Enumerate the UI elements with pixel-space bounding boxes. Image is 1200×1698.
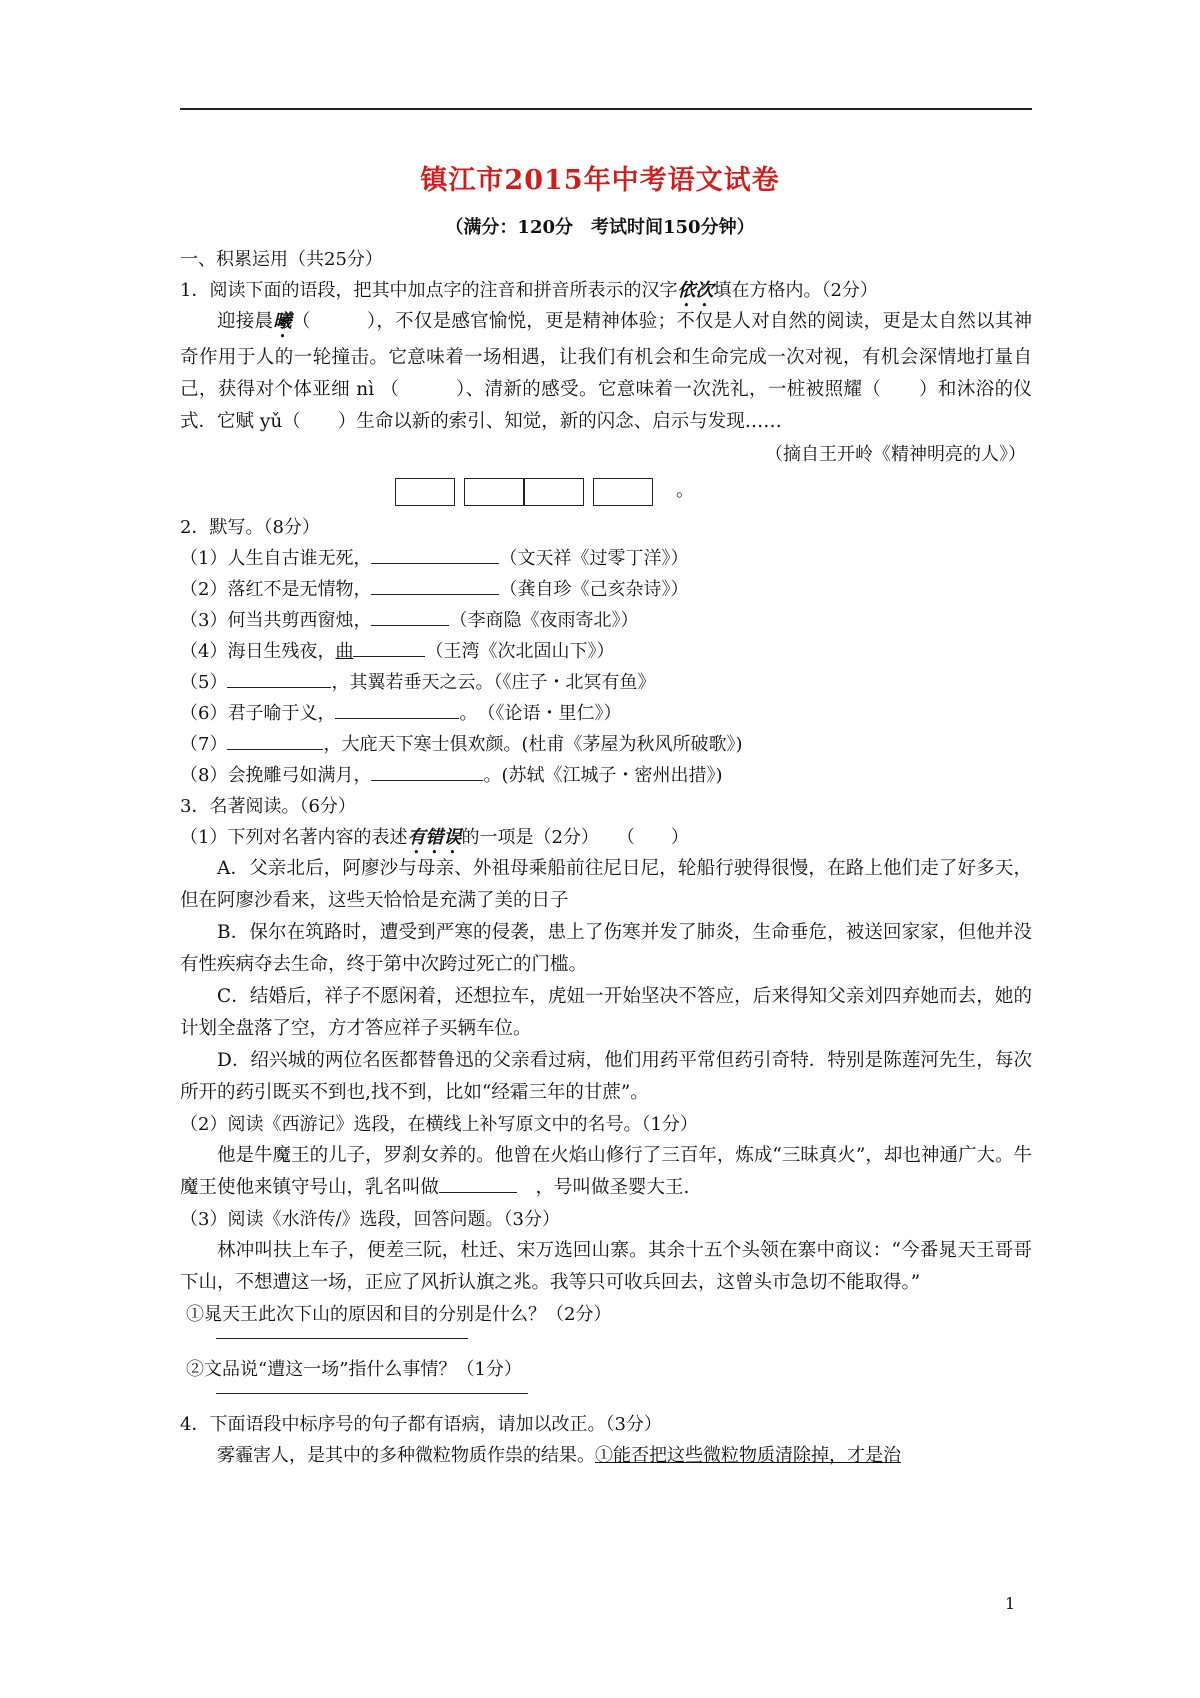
q3-sub2-tail: ，号叫做圣婴大王. (517, 1177, 690, 1198)
q1-passage (180, 306, 1032, 438)
item-source: （李商隐《夜雨寄北》） (449, 610, 639, 631)
question-4-heading: 4．下面语段中标序号的句子都有语病，请加以改正。（3分） (180, 1414, 662, 1435)
answer-box-3[interactable] (524, 478, 584, 506)
q3-sub1 (180, 822, 1032, 853)
q1-stem-tail: 填在方格内。（2分） (713, 280, 878, 301)
fill-blank[interactable] (353, 638, 425, 657)
item-source: ，大庇天下寒士俱欢颜。(杜甫《茅屋为秋风所破歌》) (323, 734, 743, 755)
box-period: 。 (676, 480, 694, 501)
dictation-item-5 (180, 667, 1032, 698)
q3-sub1-tail: 的一项是（2分） （ ） (461, 827, 689, 848)
section-heading: 一、积累运用（共25分） (180, 249, 383, 270)
option-d: D．绍兴城的两位名医都替鲁迅的父亲看过病，他们用药平常但药引奇特．特别是陈莲河先生，每次所开的药引既买不到也,找不到，比如“经霜三年的甘蔗”。 (180, 1050, 1032, 1103)
q1-passage-c: 完成一次对视，有机会深情地打量自己，获得对个体亚细 nì （ ）、清新的感受。它意味着一次洗礼，一桩被照耀（ ）和沐浴的仪式．它赋 yǔ（ ）生命以新的索引、知觉，新的闪念、启示与发现…… (180, 347, 1032, 432)
item-text: （1）人生自古谁无死， (180, 548, 372, 569)
answer-line-1[interactable] (180, 1330, 1032, 1354)
question-1-stem (180, 275, 1032, 306)
item-hint: 曲 (335, 641, 354, 662)
q3-sub2-text: 他是牛魔王的儿子，罗刹女养的。他曾在火焰山修行了三百年，炼成“三昧真火”，却也神通广大。牛魔王使他来镇守号山，乳名叫做 (180, 1145, 1032, 1198)
fill-blank[interactable] (227, 731, 323, 750)
answer-line-2[interactable] (180, 1385, 1032, 1409)
dictation-item-2 (180, 574, 1032, 605)
dictation-item-1 (180, 543, 1032, 574)
q3-sub3-question-1: ①晁天王此次下山的原因和目的分别是什么？（2分） (186, 1304, 612, 1325)
q1-source: （摘自王开岭《精神明亮的人》） (765, 444, 1026, 465)
answer-box-1[interactable] (395, 478, 455, 506)
q3-sub3-question-2: ②文品说“遭这一场”指什么事情？（1分） (186, 1359, 522, 1380)
exam-body (180, 244, 1032, 1471)
question-3-heading: 3．名著阅读。（6分） (180, 796, 356, 817)
dictation-item-6 (180, 698, 1032, 729)
exam-subtitle: （满分：120分 考试时间150分钟） (445, 217, 755, 238)
q3-sub1-emphasis: 有错误 (407, 827, 462, 848)
fill-blank[interactable] (371, 545, 499, 564)
fill-blank[interactable] (371, 576, 499, 595)
q3-sub1-text: （1）下列对名著内容的表述 (180, 827, 408, 848)
item-text: （6）君子喻于义， (180, 703, 336, 724)
option-a: A．父亲北后，阿廖沙与母亲、外祖母乘船前往尼日尼，轮船行驶得很慢，在路上他们走了好多天，但在阿廖沙看来，这些天恰恰是充满了美的日子 (180, 858, 1032, 911)
option-b: B．保尔在筑路时，遭受到严寒的侵袭，患上了伤寒并发了肺炎，生命垂危，被送回家家，但他并没有性疾病夺去生命，终于第中次跨过死亡的门槛。 (180, 922, 1032, 975)
item-text: （3）何当共剪西窗烛， (180, 610, 372, 631)
option-c: C．结婚后，祥子不愿闲着，还想拉车，虎妞一开始坚决不答应，后来得知父亲刘四弃她而去，她的计划全盘落了空，方才答应祥子买辆车位。 (180, 986, 1032, 1039)
question-2-heading: 2．默写。（8分） (180, 517, 320, 538)
answer-boxes (180, 472, 1032, 512)
item-source: ，其翼若垂天之云。（《庄子・北冥有鱼》 (331, 672, 656, 693)
header-rule (180, 108, 1032, 110)
item-source: （王湾《次北固山下》） (425, 641, 615, 662)
fill-blank[interactable] (439, 1174, 517, 1193)
q4-passage (180, 1440, 1032, 1471)
q3-sub3-passage: 林冲叫扶上车子，便差三阮，杜迁、宋万选回山寨。其余十五个头领在寨中商议：“今番晁天王哥哥下山，不想遭这一场，正应了风折认旗之兆。我等只可收兵回去，这曾头市急切不能取得。” (180, 1240, 1032, 1293)
item-text: （2）落红不是无情物， (180, 579, 372, 600)
fill-blank[interactable] (371, 762, 483, 781)
answer-box-2[interactable] (464, 478, 524, 506)
item-source: 。 （《论语・里仁》） (459, 703, 622, 724)
dictation-item-7 (180, 729, 1032, 760)
q1-passage-b: （ ），不仅是感官愉悦，更是精神体验；不仅是人对自然的阅读，更是太自然以其神奇作用于人的一轮撞击。它意味着一场相遇，让我们有机会和生命 (180, 311, 1032, 368)
q3-sub2: （2）阅读《西游记》选段，在横线上补写原文中的名号。（1分） (180, 1114, 698, 1135)
fill-blank[interactable] (335, 700, 459, 719)
dictation-item-8 (180, 760, 1032, 791)
item-text: （4）海日生残夜， (180, 641, 336, 662)
fill-blank[interactable] (227, 669, 331, 688)
q4-text: 雾霾害人，是其中的多种微粒物质作祟的结果。 (217, 1445, 595, 1466)
fill-blank[interactable] (371, 607, 449, 626)
page-number: 1 (1005, 1594, 1016, 1613)
q1-stem-emphasis: 依次 (677, 280, 714, 301)
q1-passage-a: 迎接晨 (217, 311, 274, 332)
item-source: （文天祥《过零丁洋》） (499, 548, 689, 569)
dictation-item-4 (180, 636, 1032, 667)
q3-sub3: （3）阅读《水浒传/》选段，回答问题。（3分） (180, 1209, 560, 1230)
item-text: （8）会挽雕弓如满月， (180, 765, 372, 786)
item-source: 。(苏轼《江城子・密州出措》) (483, 765, 723, 786)
exam-title: 镇江市2015年中考语文试卷 (420, 165, 780, 196)
q1-stem-text: 1．阅读下面的语段，把其中加点字的注音和拼音所表示的汉字 (180, 280, 678, 301)
q4-underlined-sentence: ①能否把这些微粒物质清除掉，才是治 (595, 1445, 901, 1466)
q3-sub2-passage (180, 1140, 1032, 1204)
dictation-item-3 (180, 605, 1032, 636)
answer-box-4[interactable] (593, 478, 653, 506)
item-source: （龚自珍《己亥杂诗》） (499, 579, 689, 600)
item-text: （7） (180, 734, 228, 755)
item-text: （5） (180, 672, 228, 693)
q1-dotted-char: 曦 (273, 311, 292, 332)
